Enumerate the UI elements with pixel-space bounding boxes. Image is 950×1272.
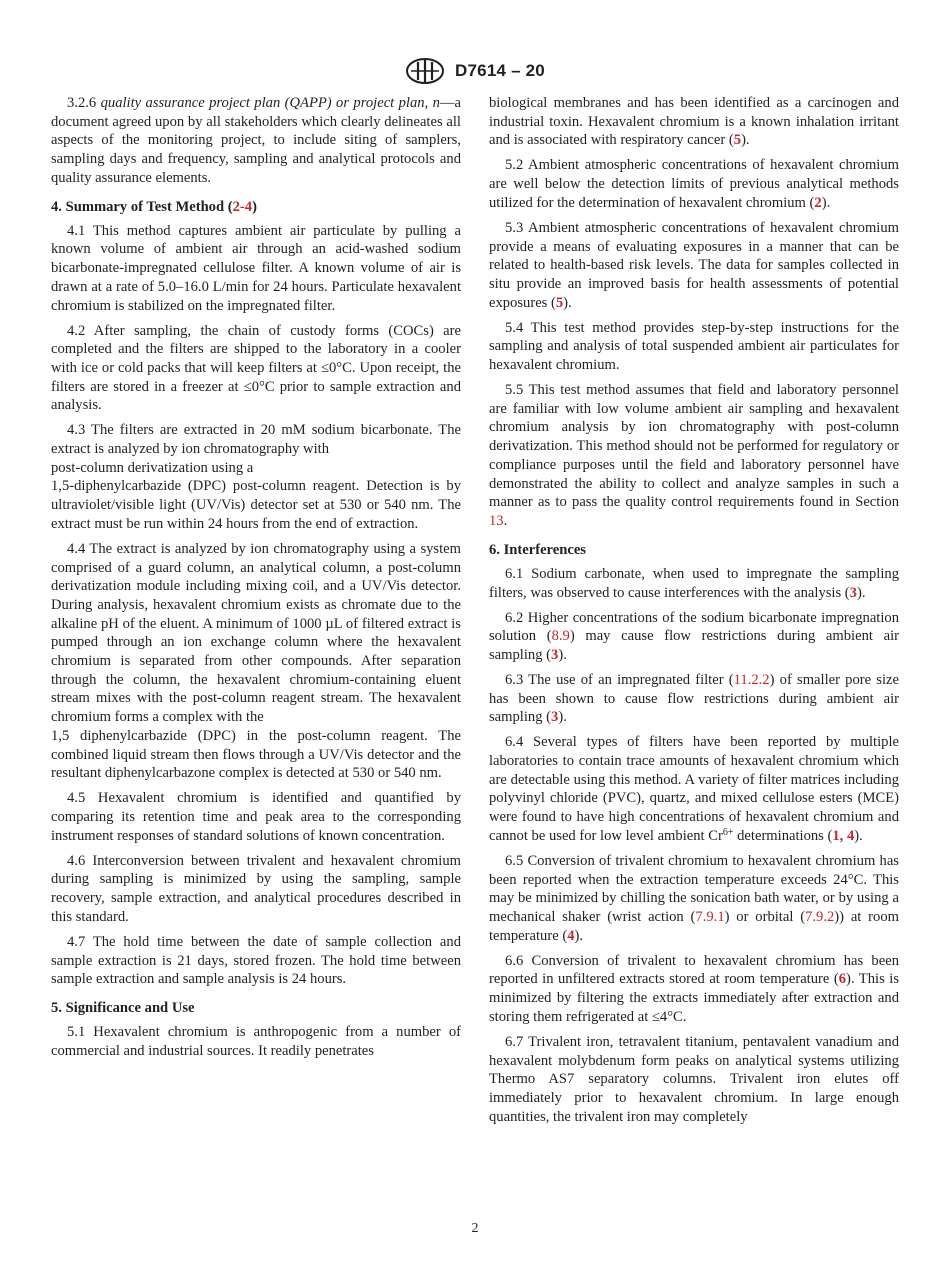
paragraph-3-2-6: 3.2.6 quality assurance project plan (QAPP) or project plan, n—a document agreed upon by all stakeholders which clearly delineates all aspects of the monitoring project, to include siting of samplers, sampling days and frequency, sampling and analytical protocols and quality assurance elements.	[51, 95, 461, 186]
paragraph-5-3: 5.3 Ambient atmospheric concentrations of hexavalent chromium provide a means of evaluating exposures in a manner that can be related to health-based risk levels. The data for samples collected in situ provide an improved basis for health assessments of potential exposures (5).	[489, 219, 899, 311]
reference-link[interactable]: 3	[551, 709, 559, 726]
paragraph-6-7: 6.7 Trivalent iron, tetravalent titanium, pentavalent vanadium and hexavalent molybdenum form peaks on analytical systems utilizing Thermo AS7 separatory columns. Trivalent iron elutes off immediately prior to hexavalent chromium. In large enough quantities, the trivalent iron may completely	[489, 1033, 899, 1125]
left-column	[51, 94, 461, 1067]
paragraph-6-6: 6.6 Conversion of trivalent to hexavalent chromium has been reported in unfiltered extracts stored at room temperature (6). This is minimized by filtering the extracts immediately after extraction and storing them refrigerated at ≤4°C.	[489, 952, 899, 1025]
paragraph-4-4: 4.4 The extract is analyzed by ion chromatography using a system comprised of a guard column, an analytical column, a post-column derivatization module including mixing coil, and a UV/Vis detector. During analysis, hexavalent chromium exists as chromate due to the alkaline pH of the eluent. A minimum of 1000 µL of filtered extract is pumped through an ion exchange column where the hexavalent chromium is separated from other compounds. After separation through the column, the hexavalent chromium-containing eluent stream mixes with the post-column reagent stream. The hexavalent chromium forms a complex with the 1,5 diphenylcarbazide (DPC) in the post-column reagent. The combined liquid stream then flows through a UV/Vis detector and the resultant diphenylcarbazone complex is detected at 530 or 540 nm.	[51, 540, 461, 782]
reference-link[interactable]: 3	[551, 646, 559, 663]
term-qapp: quality assurance project plan (QAPP) or project plan, n	[100, 95, 440, 111]
astm-logo-icon	[405, 58, 445, 84]
section-link[interactable]: 7.9.1	[695, 909, 725, 925]
paragraph-4-3: 4.3 The filters are extracted in 20 mM sodium bicarbonate. The extract is analyzed by ion chromatography with post-column derivatization using a 1,5-diphenylcarbazide (DPC) post-column reagent. Detection is by ultraviolet/visible light (UV/Vis) detector set at 530 or 540 nm. The extract must be run within 24 hours from the end of extraction.	[51, 422, 461, 532]
right-column	[489, 94, 899, 1133]
section-link[interactable]: 11.2.2	[733, 671, 770, 688]
reference-link[interactable]: 2-4	[232, 198, 253, 215]
paragraph-6-5: 6.5 Conversion of trivalent chromium to hexavalent chromium has been reported when the extraction temperature exceeds 24°C. This may be minimized by chilling the sonication bath water, or by using a mechanical shaker (wrist action (7.9.1) or orbital (7.9.2)) at room temperature (4).	[489, 852, 899, 944]
reference-link[interactable]: 4	[567, 927, 575, 944]
paragraph-6-4: 6.4 Several types of filters have been reported by multiple laboratories to contain trace amounts of hexavalent chromium which are detectable using this method. A variety of filter matrices including polyvinyl chloride (PVC), quartz, and mixed cellulose esters (MCE) were found to have high concentrations of hexavalent chromium and cannot be used for low level ambient $Cr^{6+}$ determinations (1, 4).	[489, 734, 899, 844]
reference-link[interactable]: 3	[849, 584, 857, 601]
section-link[interactable]: 7.9.2	[805, 909, 835, 925]
section-link[interactable]: 8.9	[551, 628, 570, 645]
paragraph-6-2: 6.2 Higher concentrations of the sodium bicarbonate impregnation solution (8.9) may cause flow restrictions during ambient air sampling (3).	[489, 609, 899, 663]
section-5-heading: 5. Significance and Use	[51, 999, 195, 1016]
reference-link[interactable]: 1, 4	[832, 827, 855, 844]
paragraph-5-1: 5.1 Hexavalent chromium is anthropogenic from a number of commercial and industrial sources. It readily penetrates	[51, 1024, 461, 1059]
section-link[interactable]: 13	[489, 512, 504, 529]
paragraph-5-1-continued: biological membranes and has been identified as a carcinogen and industrial toxin. Hexavalent chromium is a known inhalation irritant and is associated with respiratory cancer (5).	[489, 95, 899, 149]
reference-link[interactable]: 6	[838, 971, 847, 988]
page-header	[0, 58, 950, 84]
paragraph-4-2: 4.2 After sampling, the chain of custody forms (COCs) are completed and the filters are shipped to the laboratory in a cooler with ice or cold packs that will keep filters at ≤0°C. Upon receipt, the filters are stored in a freezer at ≤0°C prior to sample extraction and analysis.	[51, 322, 461, 414]
section-4-heading: 4. Summary of Test Method (2-4)	[51, 198, 257, 215]
reference-link[interactable]: 5	[555, 294, 564, 311]
paragraph-6-1: 6.1 Sodium carbonate, when used to impregnate the sampling filters, was observed to cause interferences with the analysis (3).	[489, 565, 899, 601]
paragraph-5-4: 5.4 This test method provides step-by-step instructions for the sampling and analysis of total suspended ambient air particulates for hexavalent chromium.	[489, 319, 899, 374]
paragraph-4-5: 4.5 Hexavalent chromium is identified and quantified by comparing its retention time and peak area to the corresponding instrument responses of standard solutions of known concentration.	[51, 790, 461, 844]
reference-link[interactable]: 5	[733, 132, 742, 149]
paragraph-5-5: 5.5 This test method assumes that field and laboratory personnel are familiar with low volume ambient air sampling and hexavalent chromium analysis by ion chromatography with post-column derivatization. This method should not be performed for regulatory or compliance purposes until the field and laboratory personnel have demonstrated the ability to collect and analyze samples in such a manner as to pass the quality control requirements found in Section 13.	[489, 382, 899, 529]
paragraph-4-7: 4.7 The hold time between the date of sample collection and sample extraction is 21 days, stored frozen. The hold time between sample extraction and sample analysis is 24 hours.	[51, 933, 461, 988]
document-id: D7614 – 20	[455, 61, 545, 80]
paragraph-5-2: 5.2 Ambient atmospheric concentrations of hexavalent chromium are well below the detection limits of previous analytical methods utilized for the determination of hexavalent chromium (2).	[489, 157, 899, 211]
page-number: 2	[471, 1221, 479, 1236]
paragraph-4-1: 4.1 This method captures ambient air particulate by pulling a known volume of ambient air through an acid-washed sodium bicarbonate-impregnated cellulose filter. A known volume of air is drawn at a rate of 5.0–16.0 L/min for 24 hours. Particulate hexavalent chromium is stabilized on the impregnated filter.	[51, 222, 461, 314]
paragraph-6-3: 6.3 The use of an impregnated filter (11.2.2) of smaller pore size has been shown to cause flow restrictions during ambient air sampling (3).	[489, 671, 899, 726]
reference-link[interactable]: 2	[814, 194, 822, 211]
paragraph-4-6: 4.6 Interconversion between trivalent and hexavalent chromium during sampling is minimized by using the sampling, sample recovery, sample extraction, and analytical procedures described in this standard.	[51, 852, 461, 925]
section-6-heading: 6. Interferences	[489, 541, 586, 558]
